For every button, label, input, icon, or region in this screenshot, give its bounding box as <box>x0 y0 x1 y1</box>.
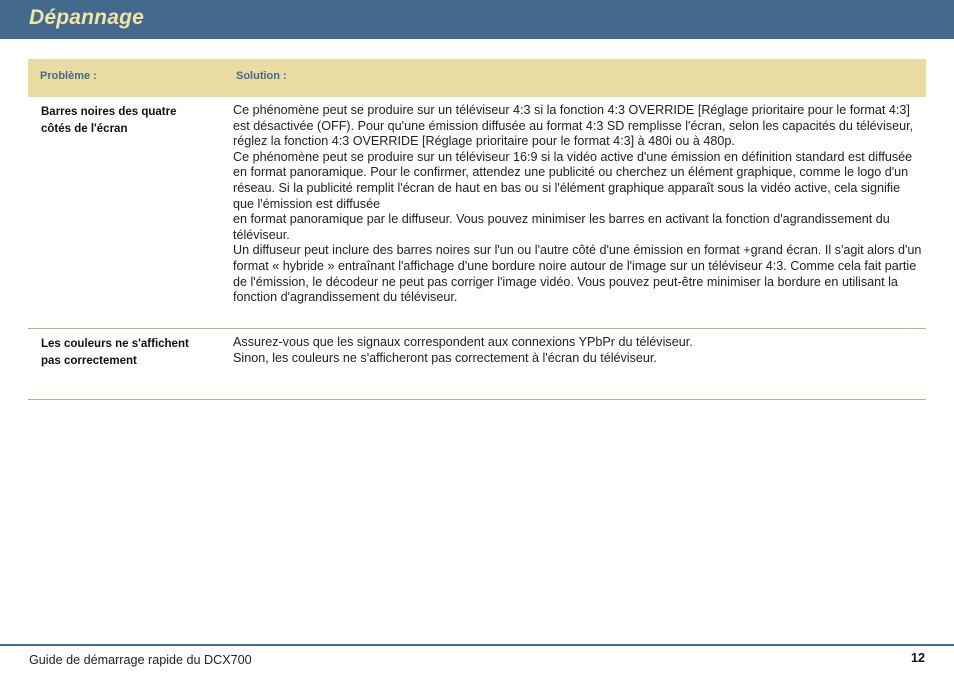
table-row <box>28 329 926 400</box>
table-header <box>28 59 926 97</box>
page-number: 12 <box>910 651 925 665</box>
column-header-solution: Solution : <box>236 70 287 82</box>
problem-cell <box>41 104 211 138</box>
solution-cell <box>233 103 923 306</box>
solution-paragraph: en format panoramique par le diffuseur. Vous pouvez minimiser les barres en activant la fonction d'agrandissement du téléviseur. <box>233 212 890 242</box>
problem-cell <box>41 336 211 370</box>
footer-divider <box>0 644 954 646</box>
column-header-problem: Problème : <box>40 70 97 82</box>
page-header <box>0 0 954 39</box>
solution-paragraph: Ce phénomène peut se produire sur un téléviseur 4:3 si la fonction 4:3 OVERRIDE [Réglage prioritaire pour le format 4:3] est désactivée (OFF). Pour qu'une émission diffusée au format 4:3 SD remplisse l'écran, selon les capacités du téléviseur, réglez la fonction 4:3 OVERRIDE [Réglage prioritaire pour le format 4:3] à 480i ou à 480p. <box>233 103 914 149</box>
problem-line: côtés de l'écran <box>41 123 128 135</box>
page-title: Dépannage <box>29 6 144 29</box>
solution-paragraph: Ce phénomène peut se produire sur un téléviseur 16:9 si la vidéo active d'une émission en définition standard est diffusée en format panoramique. Pour le confirmer, attendez une publicité ou cherchez un élément graphique, comme le logo d'un réseau. Si la publicité remplit l'écran de haut en bas ou si l'élément graphique apparaît sous la vidéo active, cela signifie que l'émission est diffusée <box>233 149 913 211</box>
problem-line: Barres noires des quatre <box>41 106 177 118</box>
problem-line: pas correctement <box>41 355 137 367</box>
footer-guide-title: Guide de démarrage rapide du DCX700 <box>29 653 252 667</box>
solution-cell <box>233 335 923 366</box>
solution-paragraph: Sinon, les couleurs ne s'afficheront pas correctement à l'écran du téléviseur. <box>233 350 657 365</box>
table-row <box>28 97 926 329</box>
solution-paragraph: Assurez-vous que les signaux correspondent aux connexions YPbPr du téléviseur. <box>233 335 693 349</box>
problem-line: Les couleurs ne s'affichent <box>41 338 189 350</box>
solution-paragraph: Un diffuseur peut inclure des barres noires sur l'un ou l'autre côté d'une émission en format +grand écran. Il s'agit alors d'un format « hybride » entraînant l'affichage d'une bordure noire autour de l'image sur un téléviseur 4:3. Comme cela fait partie de l'émission, le décodeur ne peut pas corriger l'image vidéo. Vous pouvez peut-être minimiser la bordure en utilisant la fonction d'agrandissement du téléviseur. <box>233 243 922 305</box>
